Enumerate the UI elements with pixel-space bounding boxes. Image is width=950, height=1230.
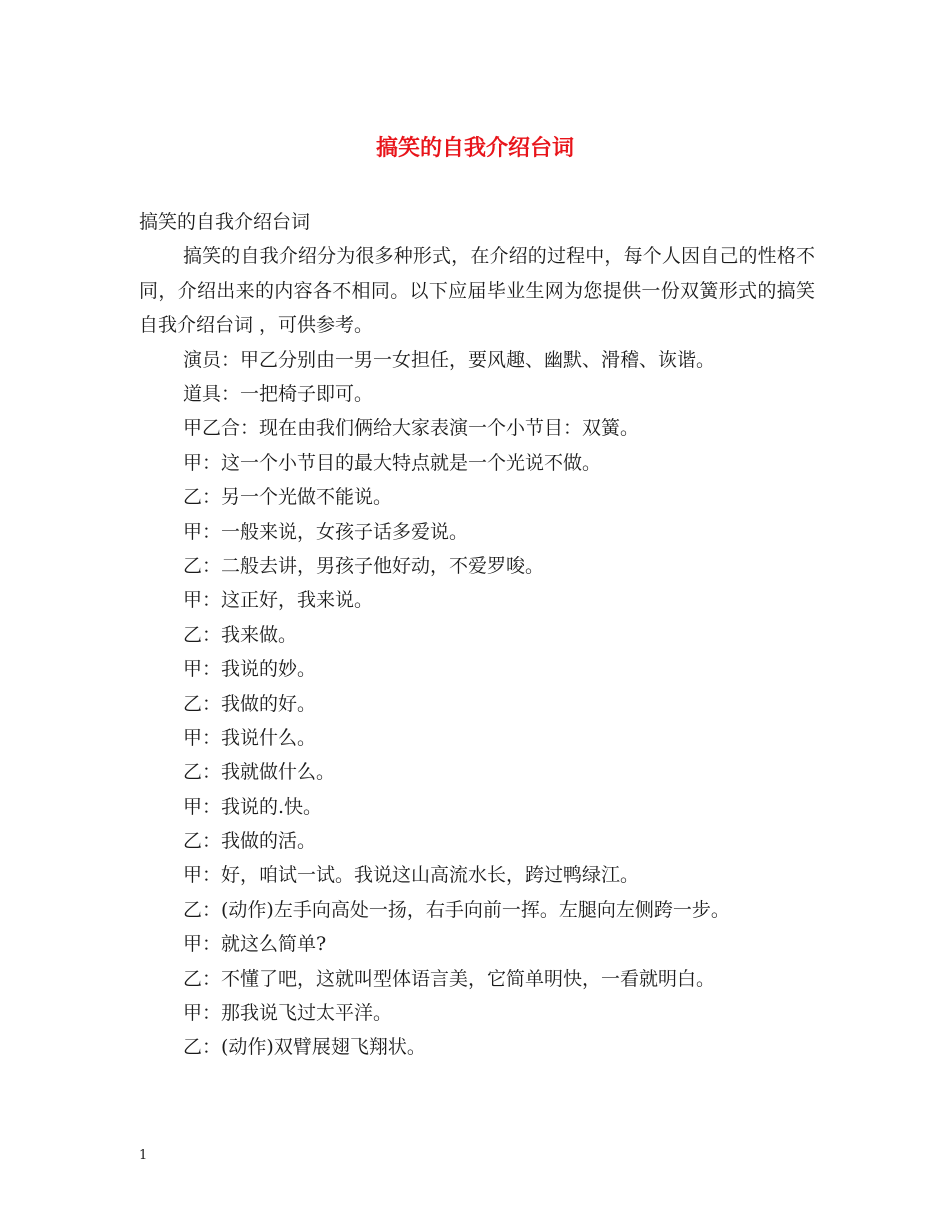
script-line: 乙：我做的活。 bbox=[183, 830, 317, 853]
script-line: 乙：我就做什么。 bbox=[183, 761, 336, 784]
section-heading: 搞笑的自我介绍台词 bbox=[139, 211, 311, 233]
script-line: 甲：我说的妙。 bbox=[183, 658, 317, 681]
script-line: 乙：(动作)双臂展翅飞翔状。 bbox=[183, 1036, 426, 1059]
script-line: 乙：(动作)左手向高处一扬，右手向前一挥。左腿向左侧跨一步。 bbox=[183, 898, 730, 921]
intro-paragraph: 搞笑的自我介绍分为很多种形式，在介绍的过程中，每个人因自己的性格不同，介绍出来的内容各不相同。以下应届毕业生网为您提供一份双簧形式的搞笑自我介绍台词 ，可供参考。 bbox=[139, 245, 815, 337]
script-line: 甲：就这么简单? bbox=[183, 933, 327, 956]
script-line: 甲：那我说飞过太平洋。 bbox=[183, 1002, 393, 1025]
script-line: 乙：二般去讲，男孩子他好动，不爱罗唆。 bbox=[183, 554, 545, 577]
script-line: 甲：这一个小节目的最大特点就是一个光说不做。 bbox=[183, 451, 602, 474]
script-line: 甲：我说什么。 bbox=[183, 726, 317, 749]
script-line: 乙：我做的好。 bbox=[183, 692, 317, 715]
document-body bbox=[139, 205, 815, 1065]
script-line: 道具：一把椅子即可。 bbox=[183, 383, 374, 405]
script-line: 乙：我来做。 bbox=[183, 623, 298, 646]
script-line: 演员：甲乙分别由一男一女担任，要风趣、幽默、滑稽、诙谐。 bbox=[183, 348, 716, 371]
page-number: 1 bbox=[139, 1148, 148, 1163]
script-line: 甲：我说的.快。 bbox=[183, 795, 323, 818]
script-line: 乙：不懂了吧，这就叫型体语言美，它简单明快，一看就明白。 bbox=[183, 967, 716, 990]
document-title: 搞笑的自我介绍台词 bbox=[375, 135, 574, 161]
script-line: 乙：另一个光做不能说。 bbox=[183, 486, 393, 509]
script-line: 甲：好，咱试一试。我说这山高流水长，跨过鸭绿江。 bbox=[183, 864, 640, 887]
script-line: 甲：这正好，我来说。 bbox=[183, 589, 374, 612]
script-line: 甲：一般来说，女孩子话多爱说。 bbox=[183, 520, 469, 543]
script-line: 甲乙合：现在由我们俩给大家表演一个小节目：双簧。 bbox=[183, 417, 640, 440]
